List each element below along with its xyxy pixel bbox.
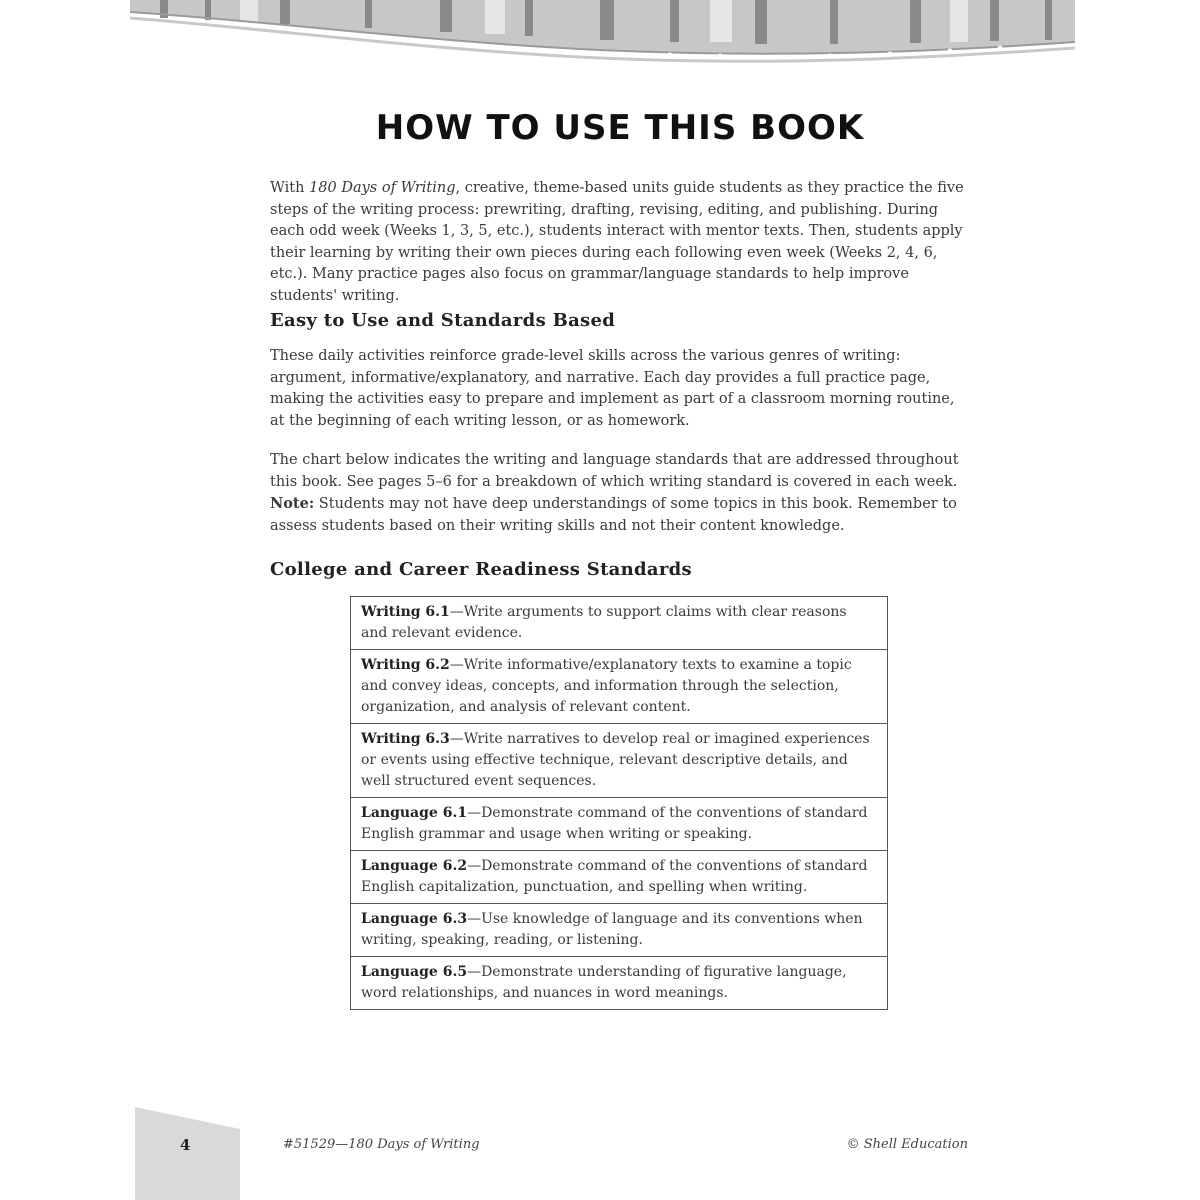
standard-name: Language 6.3 bbox=[361, 911, 468, 927]
standard-cell bbox=[351, 957, 888, 1010]
table-row bbox=[351, 904, 888, 957]
note-label: Note: bbox=[270, 495, 315, 512]
standard-cell bbox=[351, 597, 888, 650]
standard-name: Language 6.2 bbox=[361, 858, 468, 874]
intro-text: , creative, theme-based units guide students as they practice the five steps of the writing process: prewriting, drafting, revising, editing, and publishing. During each odd week (Weeks 1, 3, 5, etc.), students interact with mentor texts. Then, students apply their learning by writing their own pieces during each following even week (Weeks 2, 4, 6, etc.). Many practice pages also focus on grammar/language standards to help improve students' writing. bbox=[270, 180, 964, 304]
standard-name: Language 6.1 bbox=[361, 805, 468, 821]
standard-cell bbox=[351, 724, 888, 798]
standard-cell bbox=[351, 904, 888, 957]
easy-to-use-paragraph: These daily activities reinforce grade-level skills across the various genres of writing: argument, informative/explanatory, and narrative. Each day provides a full practice page, making the activities easy to prepare and implement as part of a classroom morning routine, at the beginning of each writing lesson, or as homework. bbox=[270, 348, 955, 429]
table-row bbox=[351, 650, 888, 724]
standard-description: —Demonstrate command of the conventions of standard English capitalization, punctuation, and spelling when writing. bbox=[361, 858, 868, 895]
intro-paragraph bbox=[270, 178, 970, 307]
standard-description: —Write narratives to develop real or imagined experiences or events using effective technique, relevant descriptive details, and well structured event sequences. bbox=[361, 731, 870, 789]
page-title: HOW TO USE THIS BOOK bbox=[375, 108, 865, 148]
section-heading-easy-to-use: Easy to Use and Standards Based bbox=[270, 310, 616, 331]
standard-name: Language 6.5 bbox=[361, 964, 468, 980]
header-decoration bbox=[130, 0, 1075, 75]
table-row bbox=[351, 851, 888, 904]
table-row bbox=[351, 597, 888, 650]
standard-cell bbox=[351, 798, 888, 851]
intro-book-title: 180 Days of Writing bbox=[309, 180, 456, 196]
footer-copyright: © Shell Education bbox=[846, 1137, 968, 1152]
page-number: 4 bbox=[180, 1136, 191, 1154]
standard-name: Writing 6.2 bbox=[361, 657, 450, 673]
standard-name: Writing 6.1 bbox=[361, 604, 450, 620]
table-row bbox=[351, 724, 888, 798]
standard-description: —Write arguments to support claims with clear reasons and relevant evidence. bbox=[361, 604, 847, 641]
table-row bbox=[351, 957, 888, 1010]
footer-book-reference: #51529—180 Days of Writing bbox=[283, 1137, 480, 1152]
standard-description: —Demonstrate command of the conventions of standard English grammar and usage when writing or speaking. bbox=[361, 805, 868, 842]
section-heading-ccr-standards: College and Career Readiness Standards bbox=[270, 559, 692, 580]
standard-cell bbox=[351, 650, 888, 724]
standards-table bbox=[350, 596, 888, 1010]
standard-description: —Use knowledge of language and its conventions when writing, speaking, reading, or listening. bbox=[361, 911, 863, 948]
chart-description: The chart below indicates the writing and language standards that are addressed throughout this book. See pages 5–6 for a breakdown of which writing standard is covered in each week. bbox=[270, 452, 959, 490]
note-text: Students may not have deep understandings of some topics in this book. Remember to assess students based on their writing skills and not their content knowledge. bbox=[270, 496, 957, 534]
chart-note-paragraph bbox=[270, 450, 970, 537]
standard-description: —Write informative/explanatory texts to examine a topic and convey ideas, concepts, and information through the selection, organization, and analysis of relevant content. bbox=[361, 657, 852, 715]
standard-name: Writing 6.3 bbox=[361, 731, 450, 747]
table-row bbox=[351, 798, 888, 851]
standard-cell bbox=[351, 851, 888, 904]
standard-description: —Demonstrate understanding of figurative language, word relationships, and nuances in word meanings. bbox=[361, 964, 847, 1001]
intro-prefix: With bbox=[270, 180, 310, 196]
